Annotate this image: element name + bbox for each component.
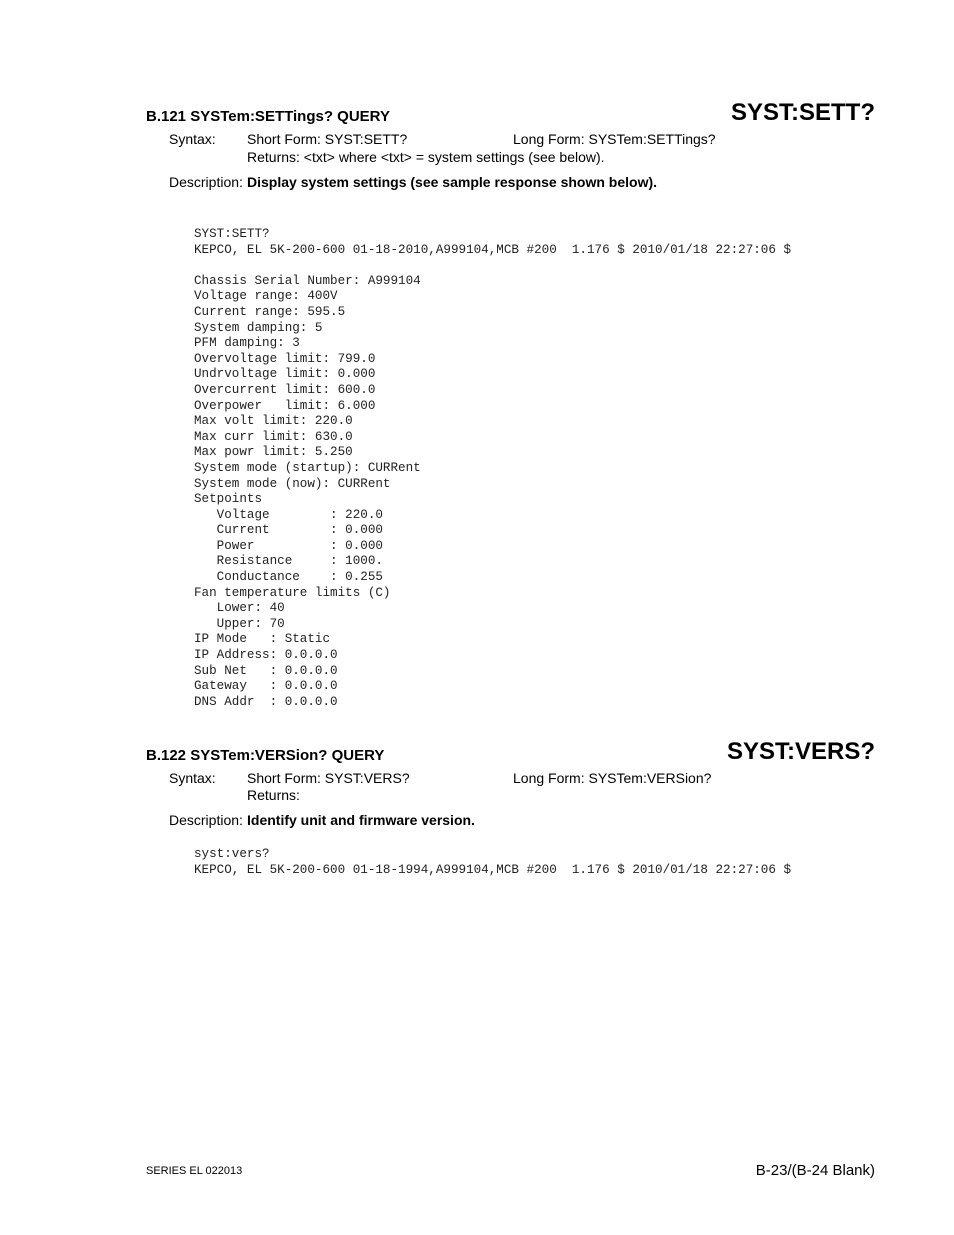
code-line: PFM damping: 3 (194, 336, 300, 351)
code-line: Gateway : 0.0.0.0 (194, 679, 338, 694)
code-line: System damping: 5 (194, 320, 323, 335)
code-line: Resistance : 1000. (194, 554, 383, 569)
code-line: Overvoltage limit: 799.0 (194, 351, 376, 366)
code-line: Conductance : 0.255 (194, 570, 383, 585)
syntax-label: Syntax: (169, 770, 216, 786)
code-line: Chassis Serial Number: A999104 (194, 273, 421, 288)
description-text: Display system settings (see sample response shown below). (247, 174, 658, 190)
description-label: Description: (169, 812, 243, 828)
code-line: Sub Net : 0.0.0.0 (194, 663, 338, 678)
code-line: Upper: 70 (194, 616, 285, 631)
code-line: syst:vers? (194, 847, 270, 861)
code-line: Max volt limit: 220.0 (194, 414, 353, 429)
short-form: Short Form: SYST:SETT? (247, 131, 408, 147)
code-line: System mode (now): CURRent (194, 476, 391, 491)
code-line: Overpower limit: 6.000 (194, 398, 376, 413)
code-line: KEPCO, EL 5K-200-600 01-18-1994,A999104,MCB #200 1.176 $ 2010/01/18 22:27:06 $ (194, 862, 792, 877)
code-line: IP Mode : Static (194, 632, 331, 647)
code-line (194, 258, 791, 274)
code-line: Setpoints (194, 492, 263, 507)
code-line: Power : 0.000 (194, 538, 383, 553)
code-line: Undrvoltage limit: 0.000 (194, 367, 376, 382)
section-heading-version: B.122 SYSTem:VERSion? QUERY (146, 747, 385, 764)
long-form: Long Form: SYSTem:VERSion? (513, 770, 712, 786)
code-line: SYST:SETT? (194, 227, 270, 241)
code-line: DNS Addr : 0.0.0.0 (194, 694, 338, 709)
command-title-settings: SYST:SETT? (730, 99, 875, 126)
short-form: Short Form: SYST:VERS? (247, 770, 410, 786)
code-line: Overcurrent limit: 600.0 (194, 382, 376, 397)
footer-page-number: B-23/(B-24 Blank) (755, 1162, 875, 1179)
code-line: Current : 0.000 (194, 523, 383, 538)
code-line: Voltage : 220.0 (194, 507, 383, 522)
code-line: IP Address: 0.0.0.0 (194, 648, 338, 663)
returns-text: Returns: <txt> where <txt> = system settings (see below). (247, 149, 605, 165)
footer-series: SERIES EL 022013 (146, 1165, 243, 1177)
code-line: Max powr limit: 5.250 (194, 445, 353, 460)
code-line: Voltage range: 400V (194, 289, 338, 304)
returns-text: Returns: (247, 787, 300, 803)
code-line: Current range: 595.5 (194, 304, 346, 319)
syntax-label: Syntax: (169, 131, 216, 147)
code-line: System mode (startup): CURRent (194, 460, 421, 475)
command-title-version: SYST:VERS? (726, 738, 875, 765)
code-line: Max curr limit: 630.0 (194, 429, 353, 444)
description-text: Identify unit and firmware version. (247, 812, 475, 828)
description-label: Description: (169, 174, 243, 190)
code-line: KEPCO, EL 5K-200-600 01-18-2010,A999104,MCB #200 1.176 $ 2010/01/18 22:27:06 $ (194, 242, 792, 257)
section-heading-settings: B.121 SYSTem:SETTings? QUERY (146, 108, 390, 125)
code-line: Fan temperature limits (C) (194, 585, 391, 600)
long-form: Long Form: SYSTem:SETTings? (513, 131, 716, 147)
code-block-version (194, 847, 791, 878)
code-line: Lower: 40 (194, 601, 285, 616)
code-block-settings (194, 227, 791, 710)
